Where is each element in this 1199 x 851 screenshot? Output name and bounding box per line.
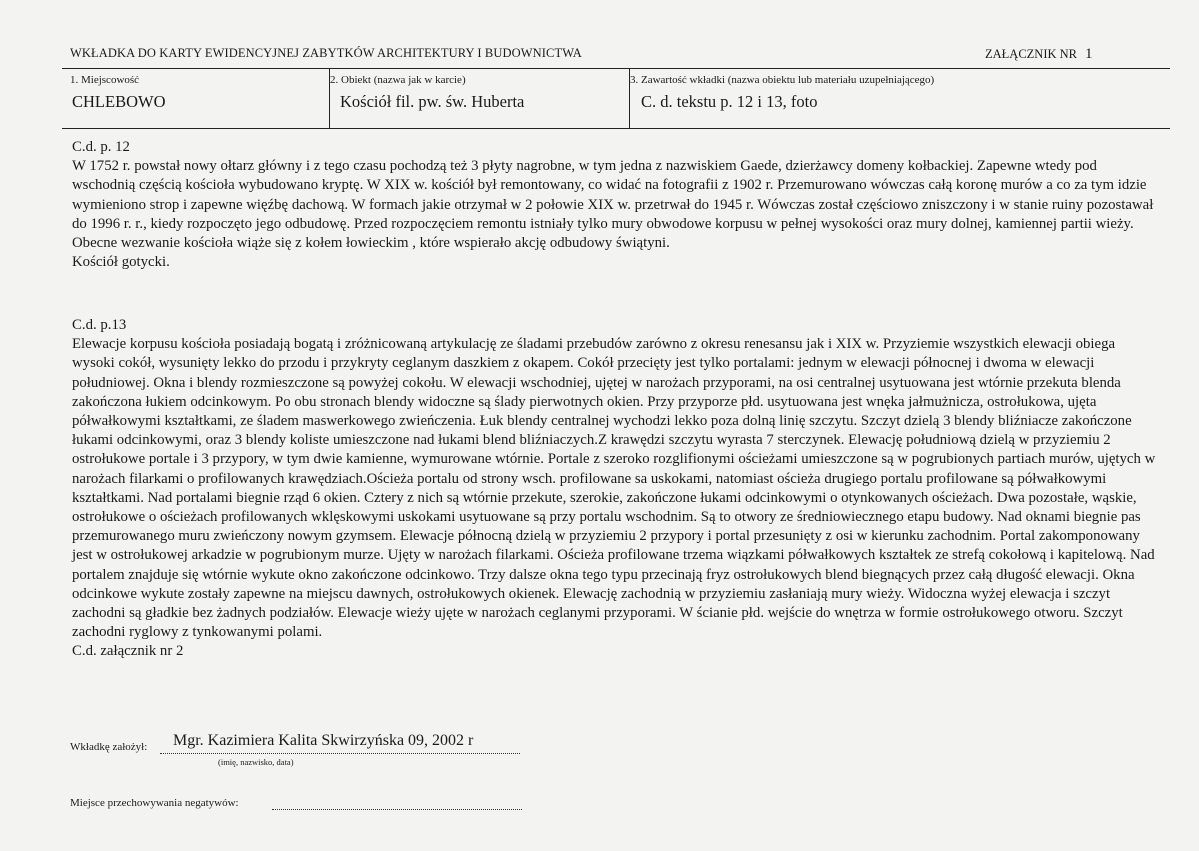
contents-label: 3. Zawartość wkładki (nazwa obiektu lub materiału uzupełniającego) [630,74,935,86]
locality-value: CHLEBOWO [72,92,166,111]
form-title: WKŁADKA DO KARTY EWIDENCYJNEJ ZABYTKÓW ARCHITEKTURY I BUDOWNICTWA [70,46,582,60]
annex-header [985,46,1093,63]
continuation-note: C.d. załącznik nr 2 [72,643,184,660]
section-p12-closing: Kościół gotycki. [72,254,170,271]
object-label: 2. Obiekt (nazwa jak w karcie) [330,74,466,86]
author-value: Mgr. Kazimiera Kalita Skwirzyńska 09, 2002 r [173,732,474,749]
annex-number: 1 [1085,46,1093,62]
author-label: Wkładkę założył: [70,741,148,753]
section-p13 [72,316,1157,662]
section-p13-paragraph: Elewacje korpusu kościoła posiadają bogatą i zróżnicowaną artykulację ze śladami przebudów zarówno z okresu renesansu jak i XIX w. Przyziemie wszystkich elewacji obiega wysoki cokół, wysunięty lekko do przodu i przykryty ceglanym daszkiem z okapem. Cokół przecięty jest tylko portalami: jednym w elewacji północnej i dwoma w elewacji południowej. Okna i blendy rozmieszczone są powyżej cokołu. W elewacji wschodniej, ujętej w narożach przyporami, na osi centralnej usytuowana jest wtórnie przekuta blenda zakończona łukiem odcinkowym. Po obu stronach blendy widoczne są ślady pierwotnych okien. Przy przyporze płd. usytuowana jest wnęka jałmużnicza, ostrołukowa, ujęta półwałkowymi kształtkami, ze śladem maswerkowego zwieńczenia. Łuk blendy centralnej wychodzi lekko poza dolną linię szczytu. Szczyt dzielą 3 blendy bliźniacze zakończone łukami odcinkowymi, oraz 3 blendy koliste umieszczone nad łukami blend bliźniaczych.Z krawędzi szczytu wyrasta 7 sterczynek. Elewację południową dzielą w przyziemiu 2 ostrołukowe portale i 3 przypory, w tym dwie kamienne, wymurowane wtórnie. Portale z szeroko rozglifionymi ościeżami umieszczone są w pogrubionych partiach murów, ujętych w narożach filarkami o profilowanych krawędziach.Ościeża portalu od strony wsch. profilowane sa uskokami, natomiast ościeża drugiego portalu profilowane są półwałkowymi kształtkami. Nad portalami biegnie rząd 6 okien. Cztery z nich są wtórnie przekute, szerokie, zakończone łukami odcinkowymi o otynkowanych ościeżach. Dwa pozostałe, wąskie, ostrołukowe o ościeżach profilowanych wklęskowymi uskokami usytuowane są przy portalu wschodnim. Są to otwory ze średniowiecznego etapu budowy. Nad oknami biegnie pas przemurowanego muru zwieńczony nowym gzymsem. Elewacje północną dzielą w przyziemiu 2 przypory i portal przesunięty z osi w kierunku zachodnim. Portal zakomponowany jest w ostrołukowej arkadzie w pogrubionym murze. Ujęty w narożach filarkami. Ościeża profilowane trzema wiązkami półwałkowych kształtek ze strefą cokołową i kapitelową. Nad portalem znajduje się wtórnie wykute okno zakończone odcinkowo. Trzy dalsze okna tego typu przecinają fryz ostrołukowych blend biegnących przez całą długość elewacji. Okna odcinkowe wykute zostały zapewne na miejscu dawnych, ostrołukowych okienek. Elewację zachodnią w przyziemiu zasłaniają mury wieży. Widoczna wyżej elewacja i szczyt zachodni są gładkie bez żadnych podziałów. Elewacje wieży ujęte w narożach ceglanymi przyporami. W ścianie płd. wejście do wnętrza w formie ostrołukowego otworu. Szczyt zachodni ryglowy z tynkowanymi polami. [72,336,1156,641]
contents-value: C. d. tekstu p. 12 i 13, foto [641,92,818,111]
header-bottom-rule [62,128,1170,129]
section-p12-heading: C.d. p. 12 [72,139,130,155]
negatives-label: Miejsce przechowywania negatywów: [70,797,239,809]
author-hint: (imię, nazwisko, data) [218,757,294,767]
negatives-dotted-line [272,800,522,810]
locality-label: 1. Miejscowość [70,74,140,86]
section-p13-heading: C.d. p.13 [72,317,127,333]
object-value: Kościół fil. pw. św. Huberta [340,92,525,111]
section-p12 [72,138,1157,272]
annex-label: ZAŁĄCZNIK NR [985,47,1078,61]
header-top-rule [62,68,1170,69]
section-p12-paragraph: W 1752 r. powstał nowy ołtarz główny i z tego czasu pochodzą też 3 płyty nagrobne, w tym jedna z nazwiskiem Gaede, dzierżawcy domeny kołbackiej. Zapewne wtedy pod wschodnią częścią kościoła wybudowano kryptę. W XIX w. kościół był remontowany, co widać na fotografii z 1902 r. Przemurowano wówczas całą koronę murów a co za tym idzie wymieniono strop i zapewne więźbę dachową. W formach jakie otrzymał w 2 połowie XIX w. przetrwał do 1945 r. Wówczas został częściowo zniszczony i w stanie ruiny pozostawał do 1996 r. r., kiedy rozpoczęto jego odbudowę. Przed rozpoczęciem remontu istniały tylko mury obwodowe korpusu w pełnej wysokości oraz mury dolnej, kamiennej partii wieży. Obecne wezwanie kościoła wiąże się z kołem łowieckim , które wspierało akcję odbudowy świątyni. [72,158,1154,252]
